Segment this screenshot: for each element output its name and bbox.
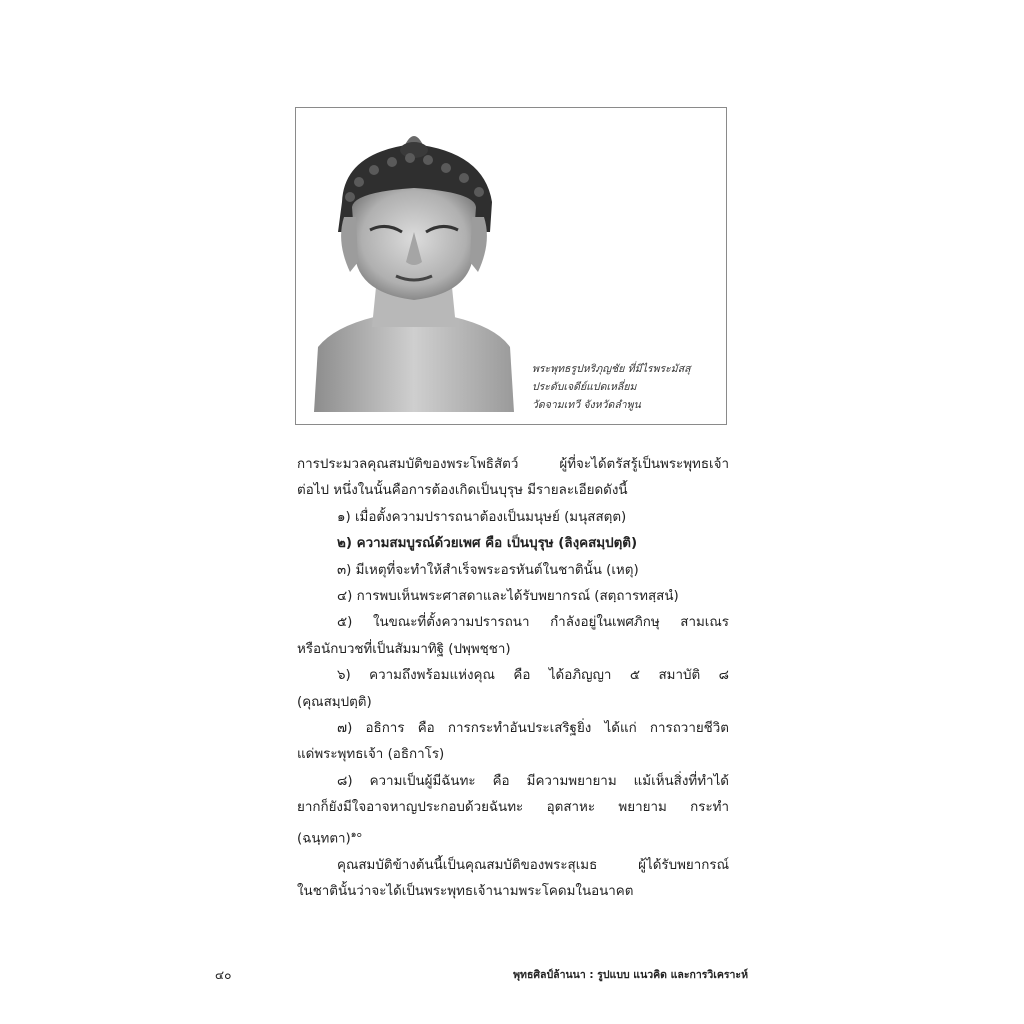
body-text xyxy=(297,452,729,905)
figure-box xyxy=(295,107,727,425)
buddha-head-photo xyxy=(314,122,514,412)
running-footer-title: พุทธศิลป์ล้านนา : รูปแบบ แนวคิด และการวิเคราะห์ xyxy=(513,969,748,981)
list-item: ๑) เมื่อตั้งความปรารถนาต้องเป็นมนุษย์ (มนุสสตฺต) xyxy=(337,509,627,525)
paragraph-line: การประมวลคุณสมบัติของพระโพธิสัตว์ ผู้ที่จะได้ตรัสรู้เป็นพระพุทธเจ้า xyxy=(297,457,729,472)
list-item: ๘) ความเป็นผู้มีฉันทะ คือ มีความพยายาม แม้เห็นสิ่งที่ทำได้ xyxy=(337,773,729,789)
caption-line: วัดจามเทวี จังหวัดลำพูน xyxy=(532,399,641,411)
paragraph-line: (คุณสมฺปตฺติ) xyxy=(297,694,372,710)
paragraph-line: ต่อไป หนึ่งในนั้นคือการต้องเกิดเป็นบุรุษ มีรายละเอียดดังนี้ xyxy=(297,483,628,499)
list-item: ๒) ความสมบูรณ์ด้วยเพศ คือ เป็นบุรุษ (ลิงฺคสมฺปตฺติ) xyxy=(337,536,638,552)
page-number: ๔๐ xyxy=(215,968,232,982)
paragraph-text: (ฉนฺทตา) xyxy=(297,831,351,847)
list-item: ๕) ในขณะที่ตั้งความปรารถนา กำลังอยู่ในเพศภิกษุ สามเณร xyxy=(337,615,729,631)
caption-line: พระพุทธรูปหริภุญชัย ที่มีไรพระมัสสุ xyxy=(532,363,691,375)
figure-caption xyxy=(532,360,722,414)
list-item: ๖) ความถึงพร้อมแห่งคุณ คือ ได้อภิญญา ๕ สมาบัติ ๘ xyxy=(337,668,729,684)
paragraph-line: ยากก็ยังมีใจอาจหาญประกอบด้วยฉันทะ อุตสาหะ พยายาม กระทำ xyxy=(297,800,729,816)
list-item: ๓) มีเหตุที่จะทำให้สำเร็จพระอรหันต์ในชาตินั้น (เหตุ) xyxy=(337,562,639,578)
footnote-mark: ๑๐ xyxy=(350,829,362,840)
caption-line: ประดับเจดีย์แปดเหลี่ยม xyxy=(532,381,637,393)
list-item: ๗) อธิการ คือ การกระทำอันประเสริฐยิ่ง ได้แก่ การถวายชีวิต xyxy=(337,721,729,737)
paragraph-line: คุณสมบัติข้างต้นนี้เป็นคุณสมบัติของพระสุเมธ ผู้ได้รับพยากรณ์ xyxy=(337,857,729,873)
paragraph-line: หรือนักบวชที่เป็นสัมมาทิฐิ (ปพฺพชฺชา) xyxy=(297,641,511,657)
list-item: ๔) การพบเห็นพระศาสดาและได้รับพยากรณ์ (สตฺถารทสฺสนํ) xyxy=(337,589,679,605)
paragraph-line: แด่พระพุทธเจ้า (อธิกาโร) xyxy=(297,747,445,763)
paragraph-line: ในชาตินั้นว่าจะได้เป็นพระพุทธเจ้านามพระโคดมในอนาคต xyxy=(297,883,634,899)
paragraph-line xyxy=(297,822,729,853)
